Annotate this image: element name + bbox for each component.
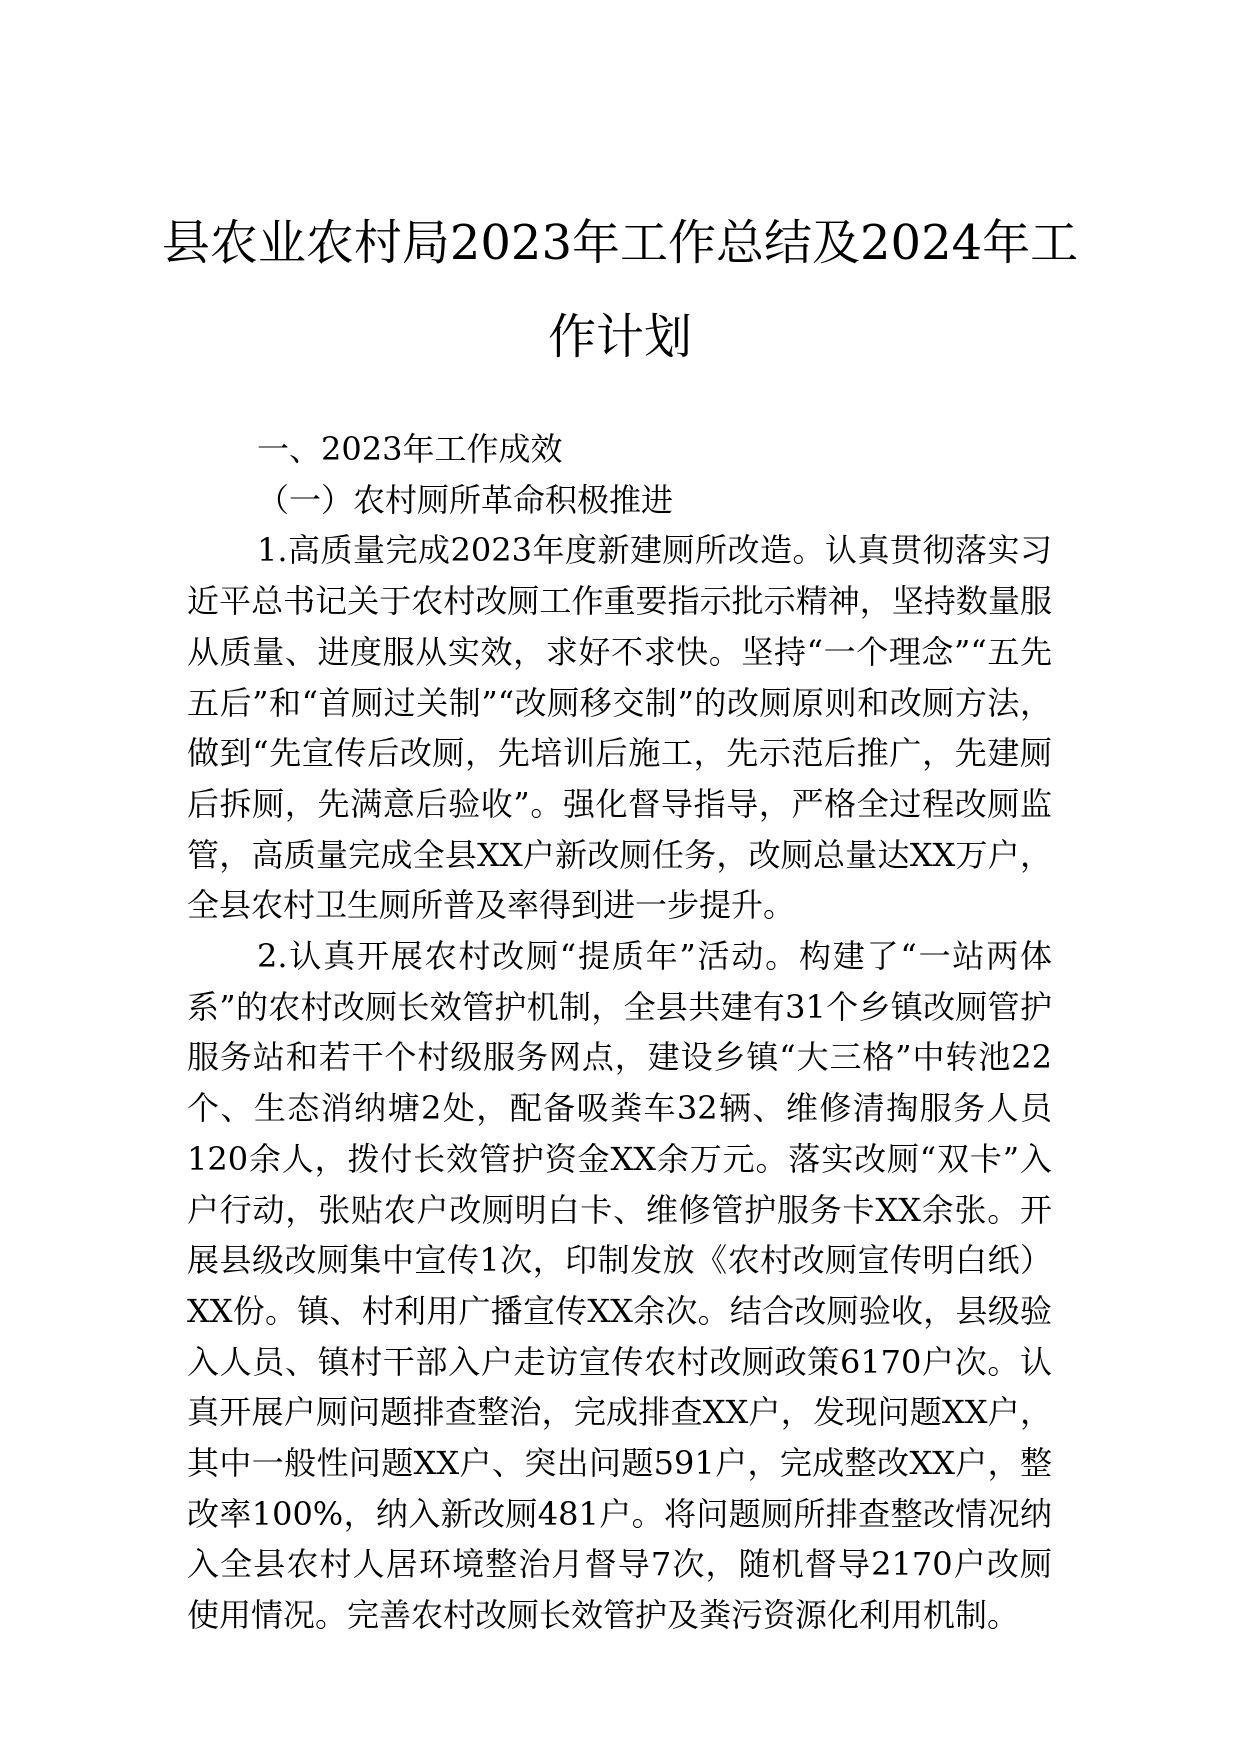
paragraph-2: 2.认真开展农村改厕“提质年”活动。构建了“一站两体系”的农村改厕长效管护机制，全县共建有31个乡镇改厕管护服务站和若干个村级服务网点，建设乡镇“大三格”中转池22个、生态消纳塘2处，配备吸粪车32辆、维修清掏服务人员120余人，拨付长效管护资金XX余万元。落实改厕“双卡”入户行动，张贴农户改厕明白卡、维修管护服务卡XX余张。开展县级改厕集中宣传1次，印制发放《农村改厕宣传明白纸）XX份。镇、村利用广播宣传XX余次。结合改厕验收，县级验入人员、镇村干部入户走访宣传农村改厕政策6170户次。认真开展户厕问题排查整治，完成排查XX户，发现问题XX户，其中一般性问题XX户、突出问题591户，完成整改XX户，整改率100%，纳入新改厕481户。将问题厕所排查整改情况纳入全县农村人居环境整治月督导7次，随机督导2170户改厕使用情况。完善农村改厕长效管护及粪污资源化利用机制。 xyxy=(187,937,1052,1635)
subsection-heading: （一）农村厕所革命积极推进 xyxy=(257,480,674,519)
document-title: 县农业农村局2023年工作总结及2024年工作计划 xyxy=(161,215,1079,365)
paragraph-1: 1.高质量完成2023年度新建厕所改造。认真贯彻落实习近平总书记关于农村改厕工作重要指示批示精神，坚持数量服从质量、进度服从实效，求好不求快。坚持“一个理念”“五先五后”和“首厕过关制”“改厕移交制”的改厕原则和改厕方法，做到“先宣传后改厕，先培训后施工，先示范后推广，先建厕后拆厕，先满意后验收”。强化督导指导，严格全过程改厕监管，高质量完成全县XX户新改厕任务，改厕总量达XX万户，全县农村卫生厕所普及率得到进一步提升。 xyxy=(187,531,1052,925)
document-body xyxy=(187,424,1052,1641)
section-heading: 一、2023年工作成效 xyxy=(257,430,563,468)
